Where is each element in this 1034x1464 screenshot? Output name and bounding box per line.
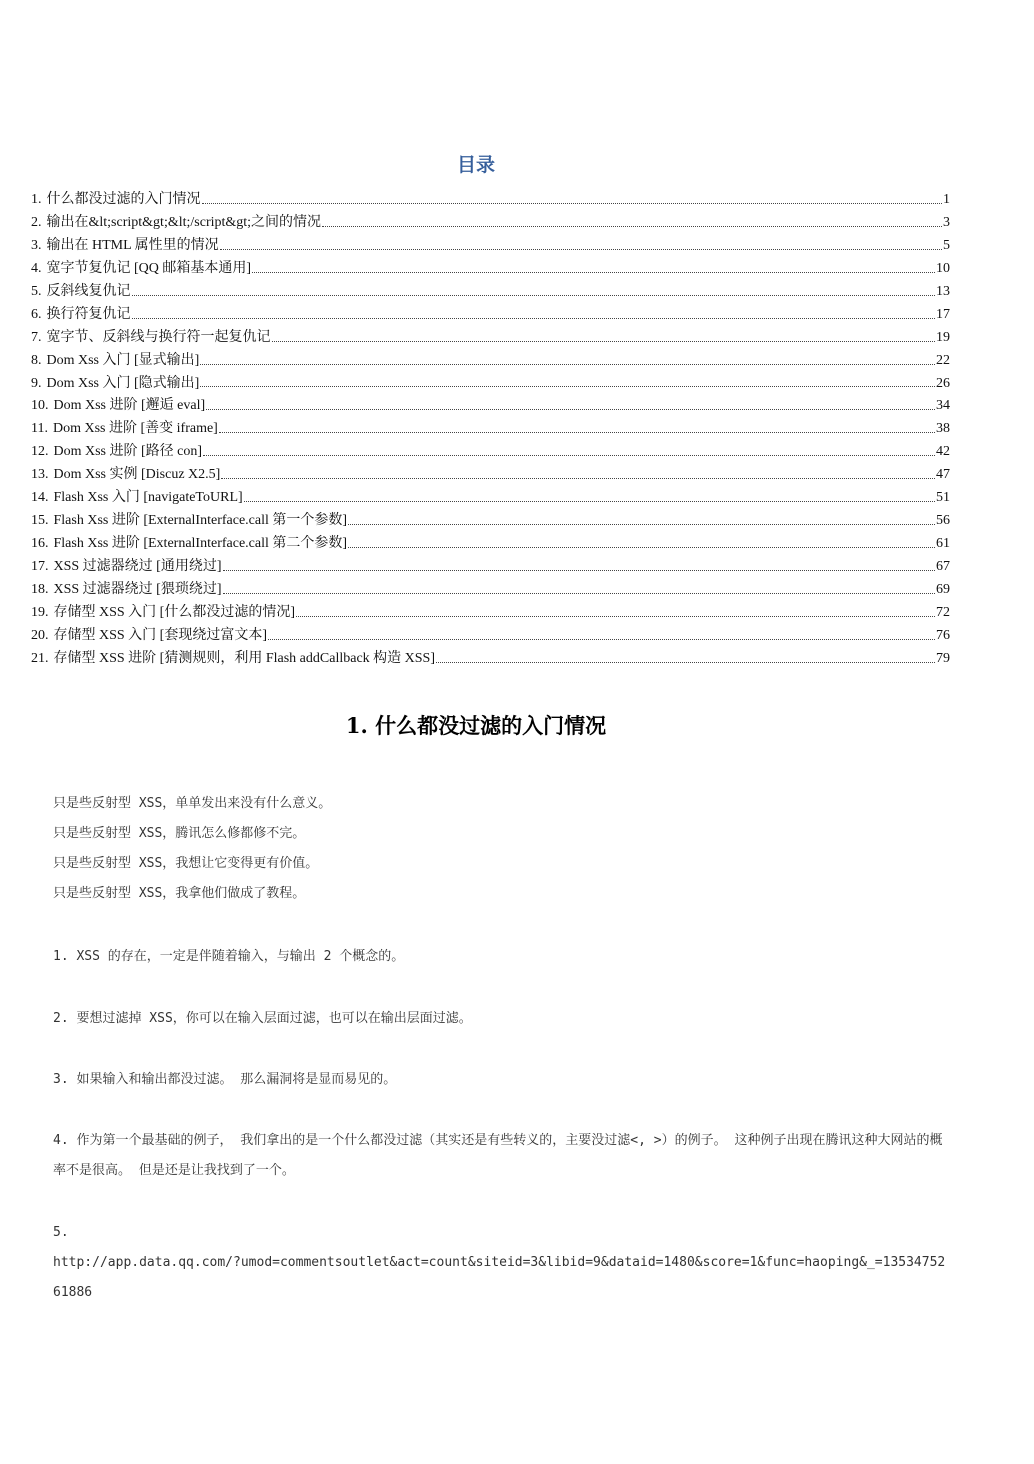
toc-leader-dots [348,523,935,525]
toc-leader-dots [322,225,942,227]
toc-entry[interactable] [31,349,950,372]
toc-entry[interactable] [31,647,950,670]
numbered-point: 4. 作为第一个最基础的例子， 我们拿出的是一个什么都没过滤（其实还是有些转义的，主要没过滤<, >）的例子。 这种例子出现在腾讯这种大网站的概率不是很高。 但是还是让我找到了一个。 [53,1133,943,1178]
toc-leader-dots [132,294,936,296]
numbered-point-url [53,1218,953,1308]
toc-entry-page: 1 [943,192,950,207]
toc-entry-page: 26 [936,375,950,391]
toc-entry-page: 34 [936,398,950,414]
toc-entry-title: Dom Xss 入门 [显式输出] [46,352,200,368]
intro-paragraph [53,789,953,909]
toc-entry-page: 61 [936,536,950,552]
toc-entry-page: 72 [936,604,950,620]
toc-entry-title: Flash Xss 进阶 [ExternalInterface.call 第二个参数] [53,536,348,552]
toc-entry-title: 存储型 XSS 入门 [套现绕过富文本] [53,627,268,643]
toc-entry[interactable] [31,234,950,257]
toc-entry-title: Dom Xss 进阶 [善变 iframe] [52,421,218,437]
toc-entry-number: 17. [31,559,49,574]
toc-entry-number: 4. [31,260,42,276]
toc-entry[interactable] [31,303,950,326]
toc-leader-dots [272,340,936,342]
toc-entry-title: 输出在 HTML 属性里的情况 [46,237,219,253]
toc-entry-page: 10 [936,260,950,276]
toc-entry-title: Dom Xss 进阶 [邂逅 eval] [53,398,206,414]
toc-leader-dots [223,592,935,594]
toc-entry-title: 宽字节、反斜线与换行符一起复仇记 [46,329,271,345]
toc-leader-dots [296,615,935,617]
toc-leader-dots [132,317,936,319]
toc-entry[interactable] [31,188,950,211]
toc-entry-number: 18. [31,581,49,597]
toc-entry-number: 6. [31,306,42,322]
toc-entry-page: 69 [936,581,950,597]
toc-entry[interactable] [31,280,950,303]
intro-line: 只是些反射型 XSS，腾讯怎么修都修不完。 [53,826,306,841]
intro-line: 只是些反射型 XSS，单单发出来没有什么意义。 [53,796,332,811]
toc-leader-dots [223,569,935,571]
toc-entry[interactable] [31,486,950,509]
toc-leader-dots [203,454,935,456]
toc-title: 目录 [456,154,495,176]
toc-entry[interactable] [31,532,950,555]
numbered-point: 1. XSS 的存在，一定是伴随着输入，与输出 2 个概念的。 [53,949,405,964]
toc-entry-page: 42 [936,444,950,460]
toc-entry-number: 2. [31,214,42,230]
toc-entry-title: Dom Xss 进阶 [路径 con] [53,444,203,460]
toc-entry-number: 11. [31,421,48,437]
toc-entry-number: 13. [31,467,49,483]
toc-entry-page: 3 [943,214,950,230]
toc-entry-number: 1. [31,192,42,207]
toc-leader-dots [220,248,942,250]
toc-entry-page: 79 [936,650,950,666]
toc-entry-number: 12. [31,444,49,460]
toc-entry-number: 8. [31,352,42,368]
point-number: 5. [53,1225,69,1240]
toc-leader-dots [219,431,935,433]
toc-entry-title: 什么都没过滤的入门情况 [46,192,201,207]
example-url[interactable]: http://app.data.qq.com/?umod=commentsoutlet&act=count&siteid=3&libid=9&dataid=1480&score=1&func=haoping&_=1353475261886 [53,1255,946,1300]
section-heading: 1. 什么都没过滤的入门情况 [345,713,607,738]
toc-entry-title: 反斜线复仇记 [46,283,131,299]
toc-entry[interactable] [31,211,950,234]
toc-leader-dots [348,546,935,548]
toc-leader-dots [252,271,935,273]
intro-line: 只是些反射型 XSS，我拿他们做成了教程。 [53,886,306,901]
toc-entry-number: 15. [31,513,49,529]
toc-entry-page: 56 [936,513,950,529]
toc-leader-dots [221,477,935,479]
toc-entry[interactable] [31,394,950,417]
toc-entry-page: 17 [936,306,950,322]
toc-entry-page: 38 [936,421,950,437]
toc-entry-number: 21. [31,650,49,666]
toc-entry-number: 3. [31,237,42,253]
toc-leader-dots [206,408,935,410]
toc-entry[interactable] [31,463,950,486]
toc-entry-number: 16. [31,536,49,552]
toc-leader-dots [436,661,935,663]
toc-leader-dots [202,202,943,204]
toc-entry-number: 10. [31,398,49,414]
toc-entry[interactable] [31,372,950,395]
numbered-point: 3. 如果输入和输出都没过滤。 那么漏洞将是显而易见的。 [53,1072,397,1087]
toc-entry-number: 19. [31,604,49,620]
toc-entry-title: Flash Xss 入门 [navigateToURL] [53,490,243,506]
toc-entry-page: 13 [936,283,950,299]
toc-entry-title: Dom Xss 入门 [隐式输出] [46,375,200,391]
toc-leader-dots [268,638,935,640]
toc-entry[interactable] [31,417,950,440]
table-of-contents [31,188,950,670]
toc-entry[interactable] [31,624,950,647]
toc-entry[interactable] [31,440,950,463]
toc-entry-page: 47 [936,467,950,483]
toc-entry[interactable] [31,257,950,280]
toc-entry-title: Dom Xss 实例 [Discuz X2.5] [53,467,221,483]
toc-entry-page: 5 [943,237,950,253]
toc-entry[interactable] [31,326,950,349]
toc-entry-page: 67 [936,559,950,574]
numbered-point: 2. 要想过滤掉 XSS，你可以在输入层面过滤，也可以在输出层面过滤。 [53,1011,472,1026]
toc-entry-number: 7. [31,329,42,345]
toc-leader-dots [200,385,935,387]
intro-line: 只是些反射型 XSS，我想让它变得更有价值。 [53,856,319,871]
toc-entry-page: 76 [936,627,950,643]
toc-entry-title: XSS 过滤器绕过 [通用绕过] [53,559,222,574]
toc-leader-dots [200,363,935,365]
toc-entry-number: 9. [31,375,42,391]
toc-entry-title: 换行符复仇记 [46,306,131,322]
toc-entry-title: 存储型 XSS 入门 [什么都没过滤的情况] [53,604,296,620]
toc-entry-title: 宽字节复仇记 [QQ 邮箱基本通用] [46,260,252,276]
toc-entry-page: 51 [936,490,950,506]
toc-entry-number: 5. [31,283,42,299]
toc-entry-number: 20. [31,627,49,643]
toc-entry-number: 14. [31,490,49,506]
toc-entry[interactable] [31,555,950,578]
toc-leader-dots [244,500,935,502]
toc-entry[interactable] [31,601,950,624]
toc-entry-title: 输出在&lt;script&gt;&lt;/script&gt;之间的情况 [46,214,322,230]
toc-entry-title: Flash Xss 进阶 [ExternalInterface.call 第一个参数] [53,513,348,529]
toc-entry-title: XSS 过滤器绕过 [猥琐绕过] [53,581,222,597]
toc-entry-title: 存储型 XSS 进阶 [猜测规则，利用 Flash addCallback 构造 XSS] [53,650,435,666]
toc-entry[interactable] [31,509,950,532]
toc-entry[interactable] [31,578,950,601]
toc-entry-page: 22 [936,352,950,368]
toc-entry-page: 19 [936,329,950,345]
